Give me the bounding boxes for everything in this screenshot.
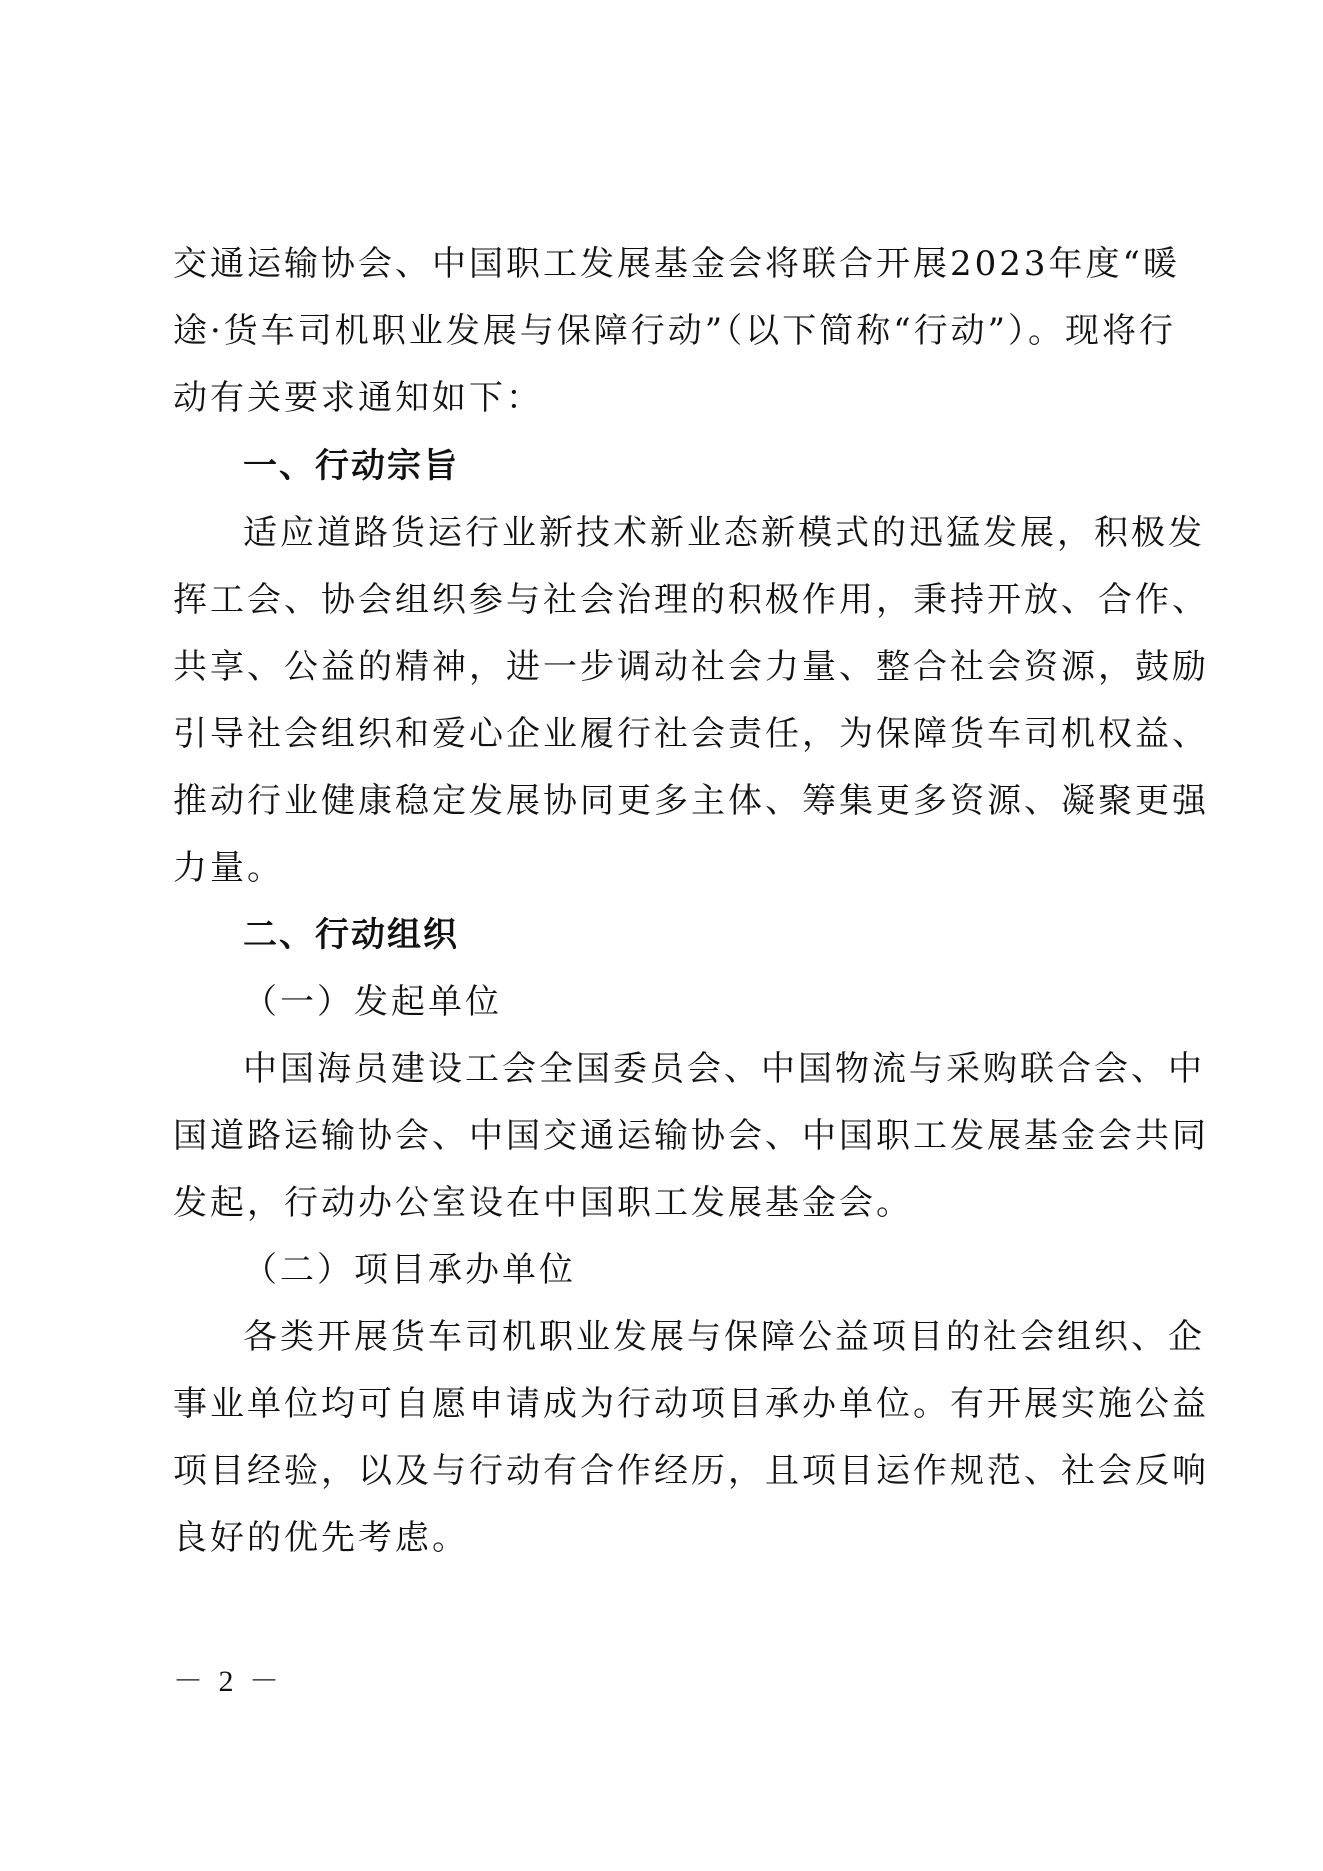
subsection-2-line-2: 事业单位均可自愿申请成为行动项目承办单位。有开展实施公益 — [173, 1384, 1209, 1424]
intro-line-2: 途·货车司机职业发展与保障行动”（以下简称“行动”）。现将行 — [173, 311, 1176, 351]
section-1-line-5: 推动行业健康稳定发展协同更多主体、筹集更多资源、凝聚更强 — [173, 781, 1209, 821]
subsection-1-line-2: 国道路运输协会、中国交通运输协会、中国职工发展基金会共同 — [173, 1116, 1209, 1156]
subsection-2-line-1: 各类开展货车司机职业发展与保障公益项目的社会组织、企 — [243, 1317, 1205, 1357]
section-2-heading: 二、行动组织 — [243, 915, 459, 955]
section-1-line-6: 力量。 — [173, 848, 284, 888]
section-1-heading: 一、行动宗旨 — [243, 446, 459, 486]
subsection-1-line-3: 发起，行动办公室设在中国职工发展基金会。 — [173, 1183, 913, 1223]
section-1-line-1: 适应道路货运行业新技术新业态新模式的迅猛发展，积极发 — [243, 513, 1205, 553]
section-1-line-2: 挥工会、协会组织参与社会治理的积极作用，秉持开放、合作、 — [173, 580, 1209, 620]
page-number: － 2 － — [173, 1665, 283, 1698]
intro-line-3: 动有关要求通知如下： — [173, 378, 543, 418]
subsection-2-line-4: 良好的优先考虑。 — [173, 1518, 469, 1558]
subsection-1-heading: （一）发起单位 — [243, 982, 502, 1022]
section-1-line-4: 引导社会组织和爱心企业履行社会责任，为保障货车司机权益、 — [173, 714, 1209, 754]
intro-line-1: 交通运输协会、中国职工发展基金会将联合开展2023年度“暖 — [173, 244, 1180, 284]
subsection-1-line-1: 中国海员建设工会全国委员会、中国物流与采购联合会、中 — [243, 1049, 1205, 1089]
subsection-2-heading: （二）项目承办单位 — [243, 1250, 576, 1290]
subsection-2-line-3: 项目经验，以及与行动有合作经历，且项目运作规范、社会反响 — [173, 1451, 1209, 1491]
section-1-line-3: 共享、公益的精神，进一步调动社会力量、整合社会资源，鼓励 — [173, 647, 1209, 687]
